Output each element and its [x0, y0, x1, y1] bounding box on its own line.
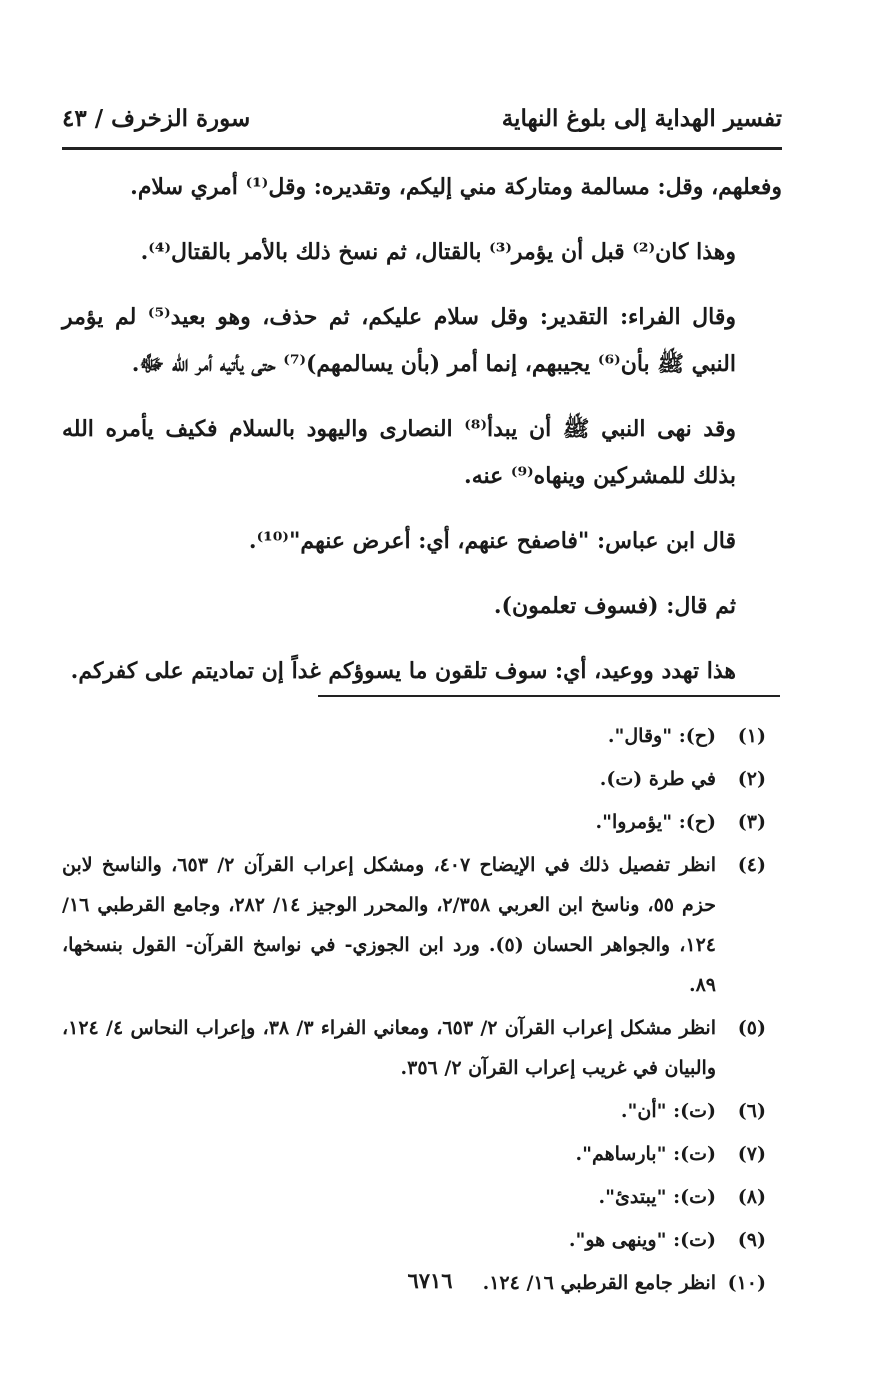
footnote — [62, 802, 782, 842]
paragraph-5: قال ابن عباس: "فاصفح عنهم، أي: أعرض عنهم"⁽¹⁰⁾. — [248, 528, 736, 554]
footnote-text: (ت): "أن". — [620, 1100, 716, 1122]
running-header — [62, 98, 782, 138]
footnote — [62, 1134, 782, 1174]
footnote-text: (ح): "وقال". — [607, 725, 716, 747]
paragraph-6: ثم قال: (فسوف تعلمون). — [493, 593, 736, 619]
book-title: تفسير الهداية إلى بلوغ النهاية — [501, 104, 782, 132]
footnote-text: (ت): "يبتدئ". — [598, 1186, 716, 1208]
footnote-text: في طرة (ت). — [599, 768, 716, 790]
footnote — [62, 1008, 782, 1088]
paragraph-1: وفعلهم، وقل: مسالمة ومتاركة مني إليكم، وتقديره: وقل⁽¹⁾ أمري سلام. — [130, 174, 782, 200]
footnote-text: انظر تفصيل ذلك في الإيضاح ٤٠٧، ومشكل إعراب القرآن ٢/ ٦٥٣، والناسخ لابن حزم ٥٥، وناسخ ابن العربي ٢/٣٥٨، والمحرر الوجيز ١٤/ ٢٨٢، وجامع القرطبي ١٦/ ١٢٤، والجواهر الحسان (٥). ورد ابن الجوزي- في نواسخ القرآن- القول بنسخها، ٨٩. — [62, 854, 716, 996]
footnote — [62, 1220, 782, 1260]
footnote-divider — [318, 695, 780, 697]
footnote-number: (١٠) — [727, 1272, 766, 1294]
footnote-text: انظر جامع القرطبي ١٦/ ١٢٤. — [482, 1272, 716, 1294]
footnote-text: (ت): "وينهى هو". — [568, 1229, 716, 1251]
footnote-text: انظر مشكل إعراب القرآن ٢/ ٦٥٣، ومعاني الفراء ٣/ ٣٨، وإعراب النحاس ٤/ ١٢٤، والبيان في غريب إعراب القرآن ٢/ ٣٥٦. — [62, 1017, 716, 1079]
footnote-text: (ت): "بارساهم". — [575, 1143, 716, 1165]
footnote-number: (٥) — [737, 1017, 766, 1039]
footnote — [62, 759, 782, 799]
footnote — [62, 716, 782, 756]
footnote — [62, 1177, 782, 1217]
paragraph-7: هذا تهدد ووعيد، أي: سوف تلقون ما يسوؤكم غداً إن تماديتم على كفركم. — [70, 658, 736, 684]
footnote-number: (٩) — [737, 1229, 766, 1251]
main-text — [62, 164, 782, 713]
footnote-number: (٣) — [737, 811, 766, 833]
footnote-number: (١) — [737, 725, 766, 747]
footnote-number: (٢) — [737, 768, 766, 790]
footnote-number: (٨) — [737, 1186, 766, 1208]
paragraph-2: وهذا كان⁽²⁾ قبل أن يؤمر⁽³⁾ بالقتال، ثم نسخ ذلك بالأمر بالقتال⁽⁴⁾. — [140, 239, 736, 265]
footnote-number: (٧) — [737, 1143, 766, 1165]
footnote — [62, 845, 782, 1005]
footnote-number: (٦) — [737, 1100, 766, 1122]
footnote-number: (٤) — [737, 854, 766, 876]
footnote-text: (ح): "يؤمروا". — [595, 811, 716, 833]
page-number: ٦٧١٦ — [407, 1268, 453, 1293]
surah-reference: سورة الزخرف / ٤٣ — [62, 104, 251, 132]
header-divider — [62, 147, 782, 150]
paragraph-4: وقد نهى النبي ﷺ أن يبدأ⁽⁸⁾ النصارى واليهود بالسلام فكيف يأمره الله بذلك للمشركين وينهاه⁽⁹⁾ عنه. — [62, 416, 736, 489]
footnotes — [62, 716, 782, 1306]
footnote — [62, 1091, 782, 1131]
paragraph-3: وقال الفراء: التقدير: وقل سلام عليكم، ثم حذف، وهو بعيد⁽⁵⁾ لم يؤمر النبي ﷺ بأن⁽⁶⁾ يجيبهم، إنما أمر (بأن يسالمهم)⁽⁷⁾ حتى يأتيه أمر الله ﷻ. — [62, 304, 736, 377]
